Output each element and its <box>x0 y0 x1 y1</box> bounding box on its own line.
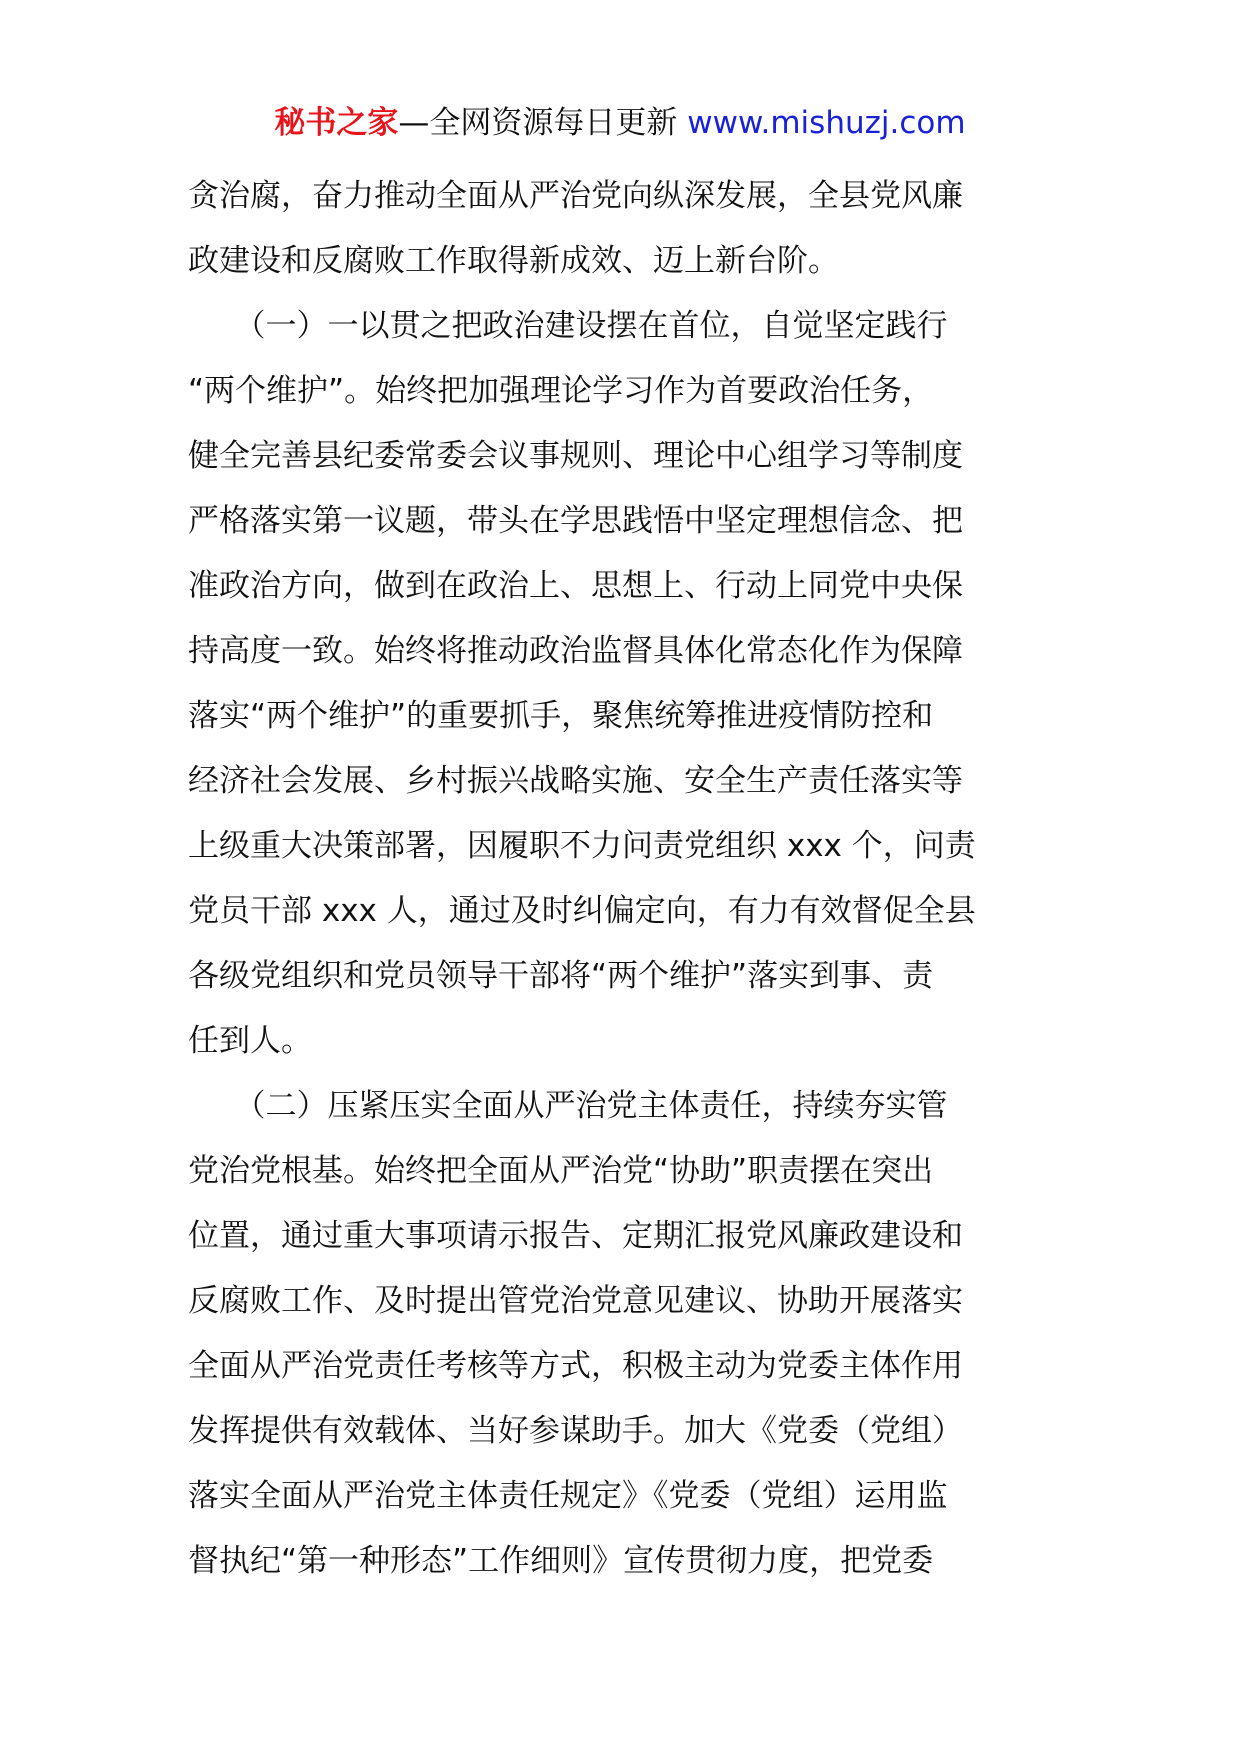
text-line: （一）一以贯之把政治建设摆在首位，自觉坚定践行 <box>188 308 948 344</box>
document-body <box>188 164 1056 1594</box>
text-line: 督执纪“第一种形态”工作细则》宣传贯彻力度，把党委 <box>188 1543 934 1579</box>
text-line: 党治党根基。始终把全面从严治党“协助”职责摆在突出 <box>188 1153 934 1189</box>
site-url-link[interactable]: www.mishuzj.com <box>687 105 966 141</box>
text-line: 严格落实第一议题，带头在学思践悟中坚定理想信念、把 <box>188 503 963 539</box>
text-line: 落实“两个维护”的重要抓手，聚焦统筹推进疫情防控和 <box>188 698 934 734</box>
text-line: 持高度一致。始终将推动政治监督具体化常态化作为保障 <box>188 633 963 669</box>
text-line: 上级重大决策部署，因履职不力问责党组织 xxx 个，问责 <box>188 828 976 864</box>
text-line: 贪治腐，奋力推动全面从严治党向纵深发展，全县党风廉 <box>188 178 963 214</box>
text-line: 发挥提供有效载体、当好参谋助手。加大《党委（党组） <box>188 1413 963 1449</box>
text-line: 位置，通过重大事项请示报告、定期汇报党风廉政建设和 <box>188 1218 963 1254</box>
header-tagline: —全网资源每日更新 <box>398 105 688 141</box>
text-line: 反腐败工作、及时提出管党治党意见建议、协助开展落实 <box>188 1283 963 1319</box>
site-header <box>0 101 1240 145</box>
text-line: “两个维护”。始终把加强理论学习作为首要政治任务， <box>188 373 934 409</box>
text-line: 准政治方向，做到在政治上、思想上、行动上同党中央保 <box>188 568 963 604</box>
text-line: 全面从严治党责任考核等方式，积极主动为党委主体作用 <box>188 1348 963 1384</box>
text-line: 各级党组织和党员领导干部将“两个维护”落实到事、责 <box>188 958 934 994</box>
text-line: （二）压紧压实全面从严治党主体责任，持续夯实管 <box>188 1088 948 1124</box>
text-line: 经济社会发展、乡村振兴战略实施、安全生产责任落实等 <box>188 763 963 799</box>
text-line: 健全完善县纪委常委会议事规则、理论中心组学习等制度 <box>188 438 963 474</box>
text-line: 任到人。 <box>188 1023 312 1059</box>
text-line: 落实全面从严治党主体责任规定》《党委（党组）运用监 <box>188 1478 948 1514</box>
brand-name: 秘书之家 <box>274 105 399 141</box>
text-line: 政建设和反腐败工作取得新成效、迈上新台阶。 <box>188 243 839 279</box>
text-line: 党员干部 xxx 人，通过及时纠偏定向，有力有效督促全县 <box>188 893 976 929</box>
